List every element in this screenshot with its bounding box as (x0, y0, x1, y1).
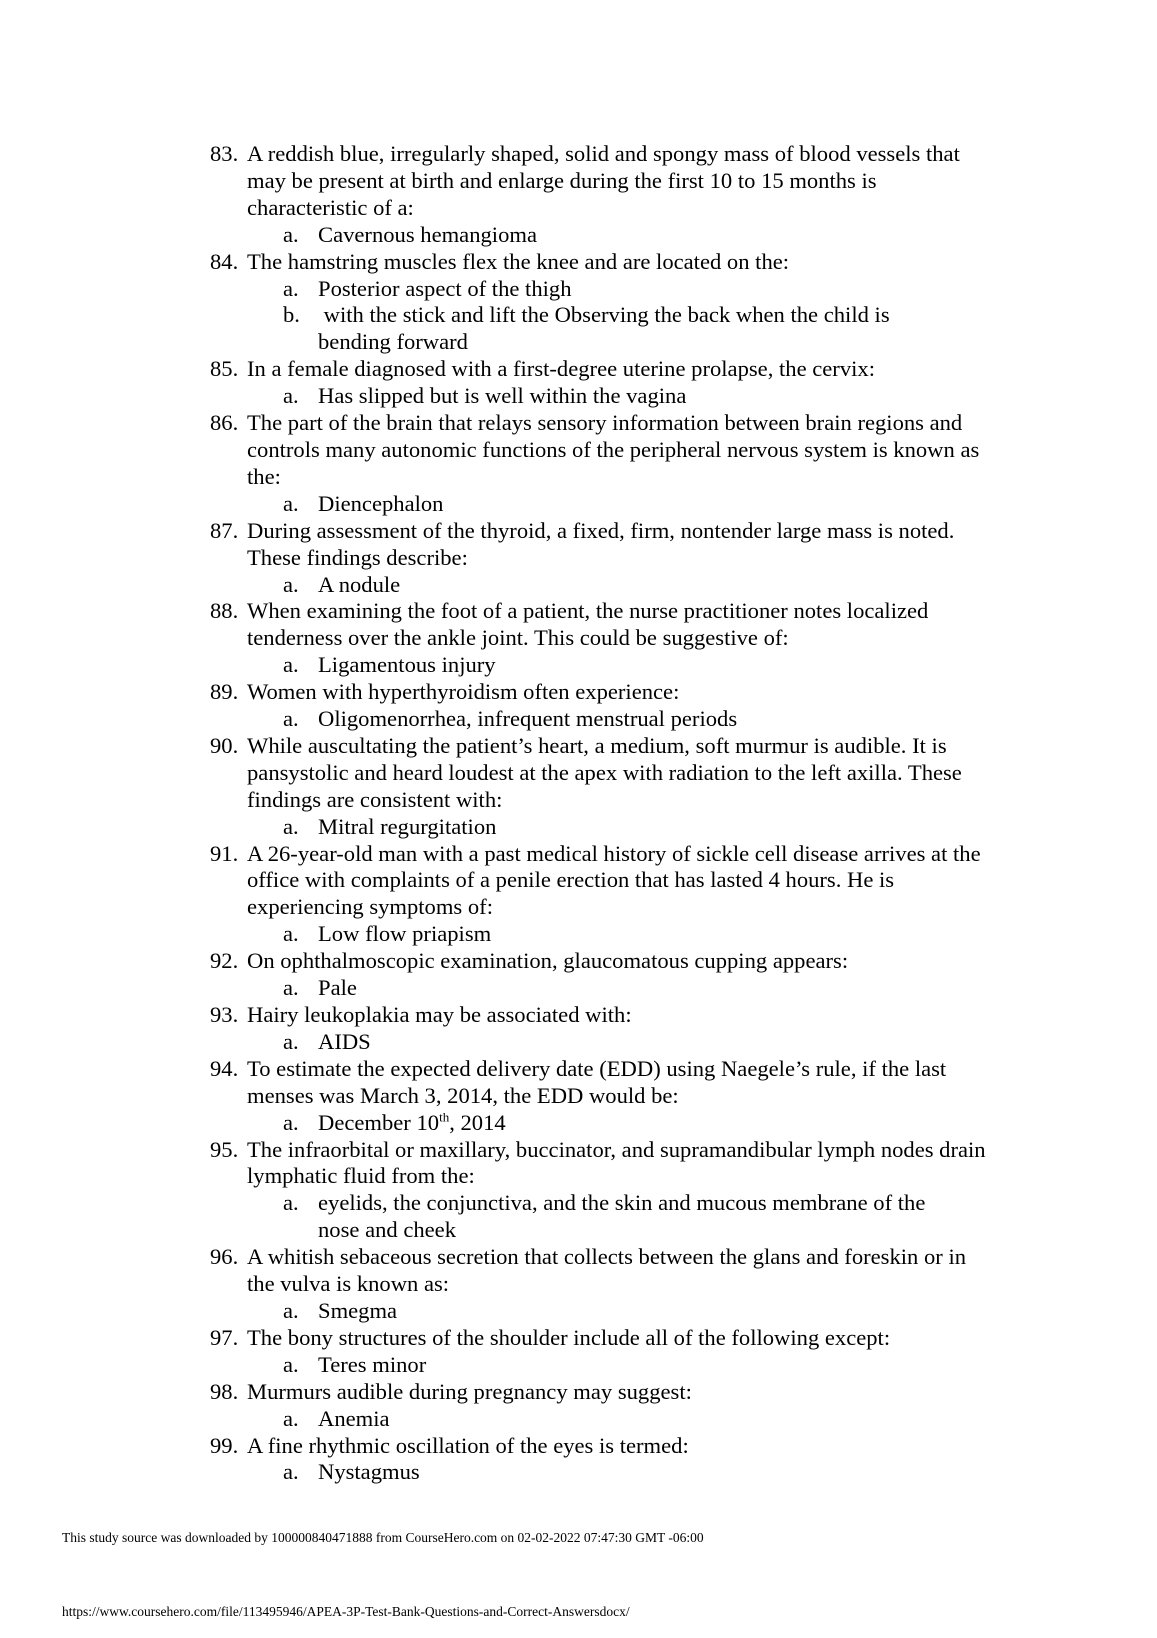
question-89 (210, 679, 997, 706)
answer-text: Smegma (318, 1297, 398, 1323)
answer-89-a (283, 706, 958, 733)
answer-84-a (283, 275, 958, 303)
question-92 (210, 948, 997, 975)
answer-letter: a. (283, 571, 299, 597)
question-85 (210, 356, 997, 383)
question-94 (210, 1055, 997, 1110)
question-text: A whitish sebaceous secretion that collects between the glans and foreskin or in the vulva is known as: (247, 1244, 967, 1297)
answer-text: Pale (318, 975, 357, 1001)
answer-letter: a. (283, 490, 299, 516)
answer-letter: a. (283, 813, 299, 839)
answer-text (318, 1110, 506, 1135)
question-number: 91. (210, 840, 239, 866)
answer-88-a (283, 652, 958, 679)
question-text: During assessment of the thyroid, a fixed, firm, nontender large mass is noted. These findings describe: (247, 517, 955, 570)
question-text: On ophthalmoscopic examination, glaucomatous cupping appears: (247, 948, 849, 974)
answer-94-a (283, 1109, 958, 1137)
answer-text-main: December 10 (318, 1109, 440, 1135)
question-text: The infraorbital or maxillary, buccinator, and supramandibular lymph nodes drain lymphatic fluid from the: (247, 1136, 986, 1189)
question-number: 87. (210, 517, 239, 543)
answer-text: Oligomenorrhea, infrequent menstrual periods (318, 706, 738, 732)
question-number: 95. (210, 1136, 239, 1162)
question-93 (210, 1002, 997, 1029)
answer-text: Posterior aspect of the thigh (318, 275, 572, 301)
answer-83-a (283, 221, 958, 249)
answer-letter: a. (283, 1405, 299, 1431)
answer-97-a (283, 1351, 958, 1379)
answer-text: Low flow priapism (318, 921, 492, 947)
question-number: 99. (210, 1432, 239, 1458)
question-99 (210, 1432, 997, 1460)
question-number: 89. (210, 679, 239, 705)
question-88 (210, 598, 997, 652)
question-text: When examining the foot of a patient, the nurse practitioner notes localized tenderness over the ankle joint. This could be suggestive of: (247, 598, 929, 651)
question-text: The bony structures of the shoulder include all of the following except: (247, 1324, 891, 1350)
answer-letter: a. (283, 1351, 299, 1377)
answer-text: Anemia (318, 1405, 390, 1431)
answer-text: Mitral regurgitation (318, 813, 497, 839)
answer-letter: a. (283, 1297, 299, 1323)
answer-85-a (283, 383, 958, 410)
question-98 (210, 1378, 997, 1406)
question-number: 88. (210, 598, 239, 624)
question-text: Hairy leukoplakia may be associated with: (247, 1002, 632, 1027)
question-number: 92. (210, 948, 239, 974)
answer-letter: a. (283, 1028, 299, 1054)
answer-letter: a. (283, 1190, 299, 1216)
answer-text-year: , 2014 (449, 1109, 506, 1135)
answer-95-a (283, 1190, 958, 1244)
question-87 (210, 517, 997, 572)
question-97 (210, 1324, 997, 1352)
question-83 (210, 141, 997, 222)
question-number: 83. (210, 141, 239, 166)
answer-99-a (283, 1459, 958, 1486)
answer-letter: a. (283, 275, 299, 301)
question-number: 84. (210, 248, 239, 274)
question-text: A 26-year-old man with a past medical history of sickle cell disease arrives at the office with complaints of a penile erection that has lasted 4 hours. He is experiencing symptoms of: (247, 840, 981, 920)
answer-letter: a. (283, 221, 299, 247)
question-text: A fine rhythmic oscillation of the eyes is termed: (247, 1432, 689, 1458)
question-number: 90. (210, 732, 239, 758)
answer-87-a (283, 571, 958, 599)
answer-text: Nystagmus (318, 1459, 420, 1485)
question-86 (210, 410, 997, 491)
question-number: 94. (210, 1055, 239, 1081)
answer-text: eyelids, the conjunctiva, and the skin and mucous membrane of the nose and cheek (318, 1190, 926, 1243)
answer-text: Ligamentous injury (318, 652, 496, 678)
question-90 (210, 732, 997, 814)
source-url[interactable]: https://www.coursehero.com/file/113495946/APEA-3P-Test-Bank-Questions-and-Correct-Answersdocx/ (62, 1604, 630, 1619)
answer-letter: a. (283, 383, 299, 409)
answer-letter: b. (283, 302, 300, 328)
answer-text: Has slipped but is well within the vagina (318, 383, 687, 409)
ordinal-suffix: th (439, 1109, 450, 1125)
answer-96-a (283, 1297, 958, 1325)
answer-86-a (283, 490, 958, 518)
answer-text: Teres minor (318, 1351, 427, 1377)
question-number: 97. (210, 1324, 239, 1350)
answer-84-b (283, 302, 958, 356)
download-source-notice: This study source was downloaded by 100000840471888 from CourseHero.com on 02-02-2022 07:47:30 GMT -06:00 (62, 1530, 704, 1545)
answer-letter: a. (283, 1109, 299, 1135)
answer-text: Diencephalon (318, 490, 444, 516)
answer-98-a (283, 1405, 958, 1433)
question-text: Murmurs audible during pregnancy may suggest: (247, 1378, 692, 1404)
question-number: 93. (210, 1002, 239, 1027)
question-text: To estimate the expected delivery date (EDD) using Naegele’s rule, if the last menses was March 3, 2014, the EDD would be: (247, 1055, 947, 1108)
question-text: Women with hyperthyroidism often experience: (247, 679, 680, 705)
answer-letter: a. (283, 706, 299, 732)
question-text: The hamstring muscles flex the knee and are located on the: (247, 248, 790, 274)
question-number: 98. (210, 1378, 239, 1404)
question-text: The part of the brain that relays sensory information between brain regions and controls many autonomic functions of the peripheral nervous system is known as the: (247, 410, 980, 489)
question-number: 85. (210, 356, 239, 382)
question-text: While auscultating the patient’s heart, a medium, soft murmur is audible. It is pansystolic and heard loudest at the apex with radiation to the left axilla. These findings are consistent with: (247, 732, 962, 812)
answer-text: with the stick and lift the Observing the back when the child is bending forward (318, 302, 896, 355)
question-text: In a female diagnosed with a first-degree uterine prolapse, the cervix: (247, 356, 875, 382)
question-number: 86. (210, 410, 239, 436)
question-95 (210, 1136, 997, 1191)
answer-text: AIDS (318, 1028, 371, 1054)
answer-letter: a. (283, 921, 299, 947)
question-number: 96. (210, 1244, 239, 1270)
question-list (0, 141, 1157, 1486)
answer-90-a (283, 813, 958, 841)
answer-text: A nodule (318, 571, 401, 597)
answer-93-a (283, 1028, 958, 1056)
answer-letter: a. (283, 652, 299, 678)
answer-text: Cavernous hemangioma (318, 221, 537, 247)
question-91 (210, 840, 997, 922)
answer-letter: a. (283, 975, 299, 1001)
answer-letter: a. (283, 1459, 299, 1485)
question-text: A reddish blue, irregularly shaped, solid and spongy mass of blood vessels that may be present at birth and enlarge during the first 10 to 15 months is characteristic of a: (247, 141, 960, 220)
question-84 (210, 248, 997, 276)
answer-91-a (283, 921, 958, 948)
answer-92-a (283, 975, 958, 1002)
question-96 (210, 1244, 997, 1298)
